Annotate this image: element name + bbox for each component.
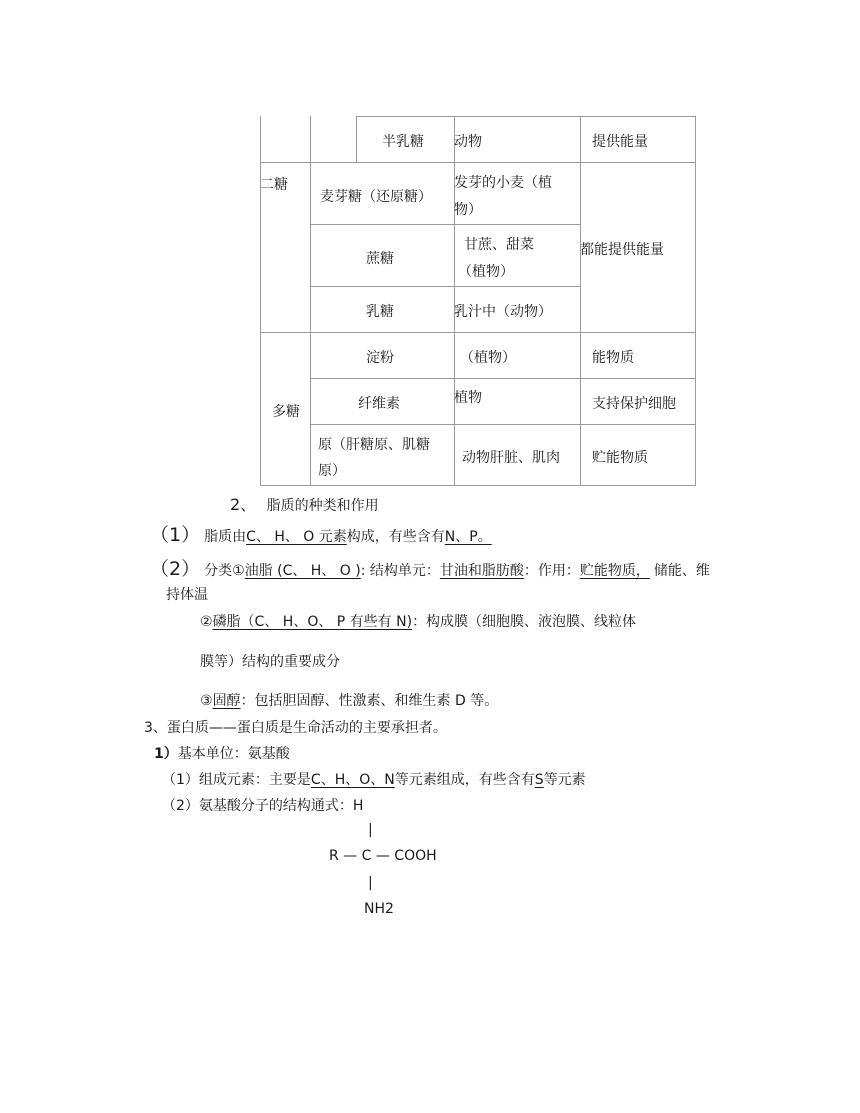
lipid-paragraph-2	[150, 554, 710, 581]
cell-cellulose: 纤维素	[358, 396, 400, 412]
text: 等元素组成，有些含有	[394, 772, 535, 788]
text: ：构成膜（细胞膜、液泡膜、线粒体	[412, 614, 637, 630]
underlined-term: C、H、O、N	[310, 772, 395, 788]
underlined-term: N、P。	[444, 529, 492, 545]
lipid-heading-text: 脂质的种类和作用	[266, 498, 379, 514]
text: 1）	[154, 746, 178, 762]
underlined-term: S	[534, 772, 544, 788]
table-line	[356, 116, 357, 162]
underlined-term: 甘油和脂肪酸	[439, 563, 524, 579]
lipid-paragraph-2-cont: 持体温	[166, 587, 208, 603]
text: 分类①	[204, 563, 245, 579]
text: ③	[200, 693, 213, 709]
text: 构成，有些含有	[346, 529, 445, 545]
cell-polysaccharide-label: 多糖	[272, 404, 300, 420]
cell-cellulose-source: 植物	[454, 390, 482, 406]
lipid-paragraph-4	[200, 690, 498, 710]
paragraph-number: （1）	[150, 524, 201, 546]
cell-starch: 淀粉	[366, 350, 394, 366]
text: : 结构单元：	[360, 563, 440, 579]
cell-lactose-source: 乳汁中（动物）	[454, 304, 552, 320]
cell-starch-source: （植物）	[460, 350, 516, 366]
cell-maltose-source-l2: 物）	[454, 202, 482, 218]
text: ：作用：	[523, 563, 580, 579]
sugar-table	[260, 116, 696, 486]
text: 脂质由	[204, 529, 247, 545]
lipid-heading-number: 2、	[230, 495, 257, 514]
cell-sucrose-source-l2: （植物）	[458, 264, 514, 280]
underlined-term: 贮能物质，	[579, 563, 650, 579]
underlined-term: 油脂 (C、 H、 O )	[244, 563, 361, 579]
lipid-paragraph-3-cont: 膜等）结构的重要成分	[200, 654, 340, 670]
underlined-term: C、 H、 O 元素	[246, 529, 347, 545]
text: 等元素	[543, 772, 586, 788]
table-border-bottom	[260, 485, 696, 486]
protein-elements	[162, 769, 586, 789]
cell-glycogen-source: 动物肝脏、肌肉	[462, 450, 560, 466]
protein-heading: 3、蛋白质——蛋白质是生命活动的主要承担者。	[144, 720, 447, 736]
cell-sucrose-source-l1: 甘蔗、甜菜	[464, 237, 534, 253]
table-line	[310, 286, 581, 287]
lipid-heading	[230, 492, 379, 515]
lipid-paragraph-1	[150, 520, 492, 547]
formula-main: R — C — COOH	[329, 848, 437, 864]
formula-label: （2）氨基酸分子的结构通式：H	[162, 798, 364, 814]
underlined-term: 固醇	[212, 693, 241, 709]
lipid-paragraph-3	[200, 611, 636, 631]
table-line	[310, 378, 696, 379]
formula-bond-bottom: |	[368, 875, 373, 891]
cell-disaccharide-label: 二糖	[260, 177, 288, 193]
table-line	[260, 332, 696, 333]
cell-galactose: 半乳糖	[382, 134, 424, 150]
cell-maltose: 麦芽糖（还原糖）	[320, 189, 432, 205]
text: ②	[200, 614, 213, 630]
cell-starch-function: 能物质	[592, 350, 634, 366]
cell-glycogen-l2: 原）	[318, 463, 346, 479]
text: 基本单位：氨基酸	[177, 746, 290, 762]
table-line	[310, 224, 581, 225]
paragraph-number: （2）	[150, 558, 201, 580]
table-line	[580, 116, 581, 486]
table-line	[310, 116, 311, 486]
cell-glycogen-function: 贮能物质	[592, 450, 648, 466]
formula-amino-group: NH2	[364, 901, 394, 917]
underlined-term: 磷脂（C、 H、O、 P 有些有 N)	[212, 614, 413, 630]
cell-sucrose: 蔗糖	[366, 251, 394, 267]
cell-cellulose-function: 支持保护细胞	[592, 396, 676, 412]
table-line	[260, 162, 696, 163]
text: （1）组成元素：主要是	[162, 772, 311, 788]
cell-glycogen-l1: 原（肝糖原、肌糖	[318, 437, 430, 453]
cell-galactose-source: 动物	[454, 134, 482, 150]
cell-lactose: 乳糖	[366, 304, 394, 320]
text: ：包括胆固醇、性激素、和维生素 D 等。	[240, 693, 499, 709]
protein-unit	[154, 743, 290, 763]
text: 储能、维	[653, 563, 710, 579]
cell-disaccharide-function: 都能提供能量	[580, 242, 664, 258]
formula-bond-top: |	[368, 822, 373, 838]
cell-maltose-source-l1: 发芽的小麦（植	[454, 175, 552, 191]
cell-galactose-function: 提供能量	[592, 134, 648, 150]
table-line	[310, 424, 696, 425]
table-line	[356, 116, 696, 117]
table-border-right	[695, 116, 696, 486]
